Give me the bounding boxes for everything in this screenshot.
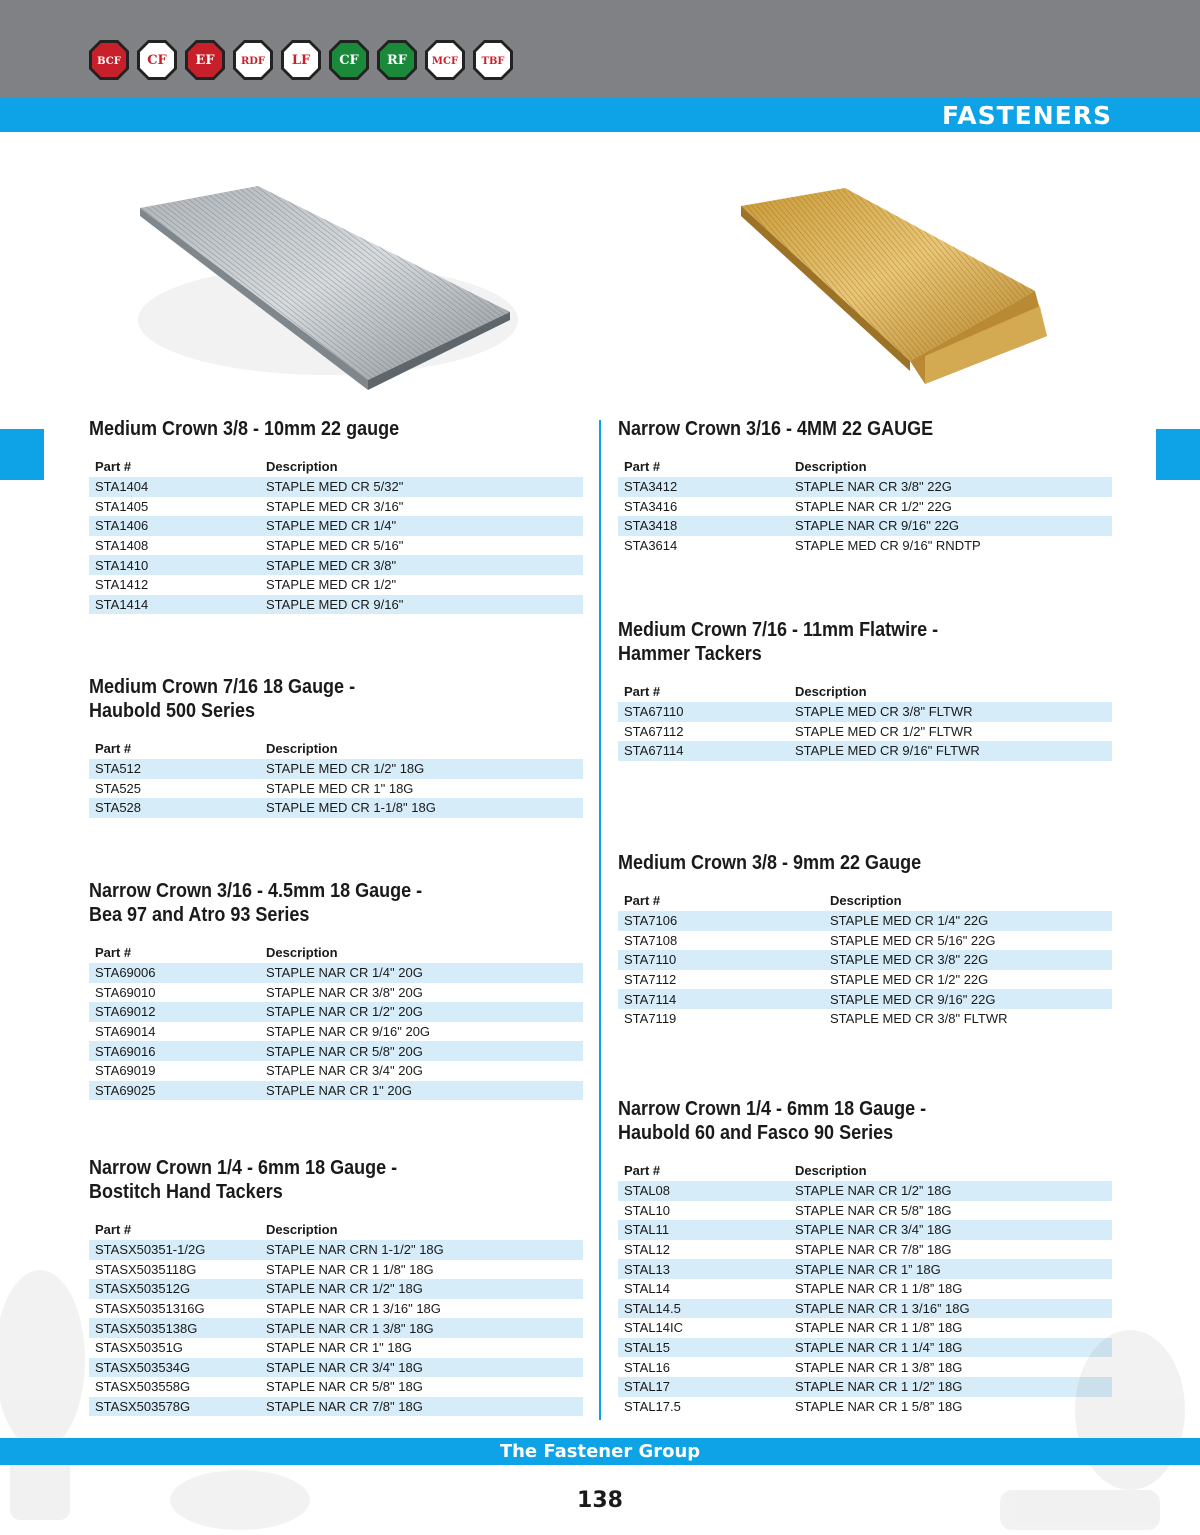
company-name: The Fastener Group (499, 1441, 701, 1462)
table-row (618, 1220, 1112, 1240)
brand-logo-tbf (472, 39, 514, 81)
description-cell: STAPLE MED CR 3/16" (266, 498, 404, 514)
brand-logo-cf (136, 39, 178, 81)
description-cell: STAPLE NAR CR 1 1/8” 18G (795, 1320, 963, 1336)
table-row (89, 1002, 583, 1022)
table-row (89, 1377, 583, 1397)
brand-logo-cf (328, 39, 370, 81)
table-row (89, 1022, 583, 1042)
table-row (618, 1377, 1112, 1397)
table-header (89, 1218, 583, 1240)
section-title: Medium Crown 7/16 - 11mm Flatwire - Hammer Tackers (618, 619, 939, 665)
section-medium-crown-9mm (618, 851, 1112, 1029)
part-number-cell: STA1404 (95, 479, 149, 495)
table-row (89, 595, 583, 615)
description-cell: STAPLE MED CR 1/4" 22G (830, 913, 989, 929)
svg-text:BCF: BCF (97, 56, 121, 67)
table-row (89, 1061, 583, 1081)
description-cell: STAPLE NAR CR 3/4” 18G (795, 1222, 952, 1238)
table-row (618, 516, 1112, 536)
description-cell: STAPLE MED CR 3/8" FLTWR (830, 1011, 1008, 1027)
description-cell: STAPLE NAR CR 5/8" 20G (266, 1043, 423, 1059)
part-number-cell: STA67112 (624, 723, 684, 739)
part-number-cell: STA1405 (95, 498, 149, 514)
brand-logo-rf (376, 39, 418, 81)
part-number-cell: STA7112 (624, 972, 677, 988)
description-cell: STAPLE NAR CR 9/16" 22G (795, 518, 960, 534)
description-header: Description (266, 1221, 338, 1237)
part-number-cell: STASX503512G (95, 1281, 191, 1297)
part-number-cell: STASX503558G (95, 1379, 191, 1395)
table-header (618, 1159, 1112, 1181)
description-cell: STAPLE MED CR 3/8" (266, 557, 397, 573)
description-header: Description (795, 1162, 867, 1178)
table-row (89, 759, 583, 779)
description-cell: STAPLE MED CR 1/2" 22G (830, 972, 989, 988)
table-row (618, 989, 1112, 1009)
description-cell: STAPLE MED CR 9/16" 22G (830, 991, 996, 1007)
description-header: Description (795, 683, 867, 699)
description-cell: STAPLE MED CR 1" 18G (266, 780, 414, 796)
description-cell: STAPLE NAR CR 1/2" 18G (266, 1281, 423, 1297)
part-number-cell: STA69019 (95, 1063, 156, 1079)
table-row (89, 1260, 583, 1280)
part-number-cell: STASX5035118G (95, 1261, 197, 1277)
parts-table (618, 1159, 1112, 1416)
part-number-cell: STAL14IC (624, 1320, 684, 1336)
section-title: Narrow Crown 3/16 - 4.5mm 18 Gauge - Bea 97 and Atro 93 Series (89, 880, 423, 926)
table-row (618, 1240, 1112, 1260)
part-number-cell: STAL14 (624, 1281, 671, 1297)
table-row (89, 779, 583, 799)
description-cell: STAPLE MED CR 3/8" 22G (830, 952, 989, 968)
part-number-cell: STAL08 (624, 1183, 671, 1199)
svg-text:MCF: MCF (431, 56, 459, 67)
part-number-cell: STA69014 (95, 1024, 156, 1040)
column-divider (599, 420, 601, 1420)
description-header: Description (795, 458, 867, 474)
description-cell: STAPLE NAR CR 1" 20G (266, 1082, 412, 1098)
brand-logo-ef (184, 39, 226, 81)
brand-logo-mcf (424, 39, 466, 81)
part-number-cell: STA67114 (624, 743, 684, 759)
part-number-cell: STAL13 (624, 1261, 671, 1277)
description-cell: STAPLE NAR CR 7/8" 18G (266, 1399, 423, 1415)
top-gray-bar (0, 0, 1200, 98)
part-number-cell: STA528 (95, 800, 142, 816)
table-row (89, 477, 583, 497)
table-row (89, 1279, 583, 1299)
description-cell: STAPLE NAR CR 1 1/8” 18G (795, 1281, 963, 1297)
description-cell: STAPLE MED CR 3/8" FLTWR (795, 704, 973, 720)
part-number-cell: STAL15 (624, 1340, 671, 1356)
parts-table (89, 941, 583, 1100)
description-cell: STAPLE NAR CR 1/2" 22G (795, 498, 952, 514)
parts-table (89, 455, 583, 614)
table-row (618, 497, 1112, 517)
part-number-cell: STASX50351G (95, 1340, 183, 1356)
description-cell: STAPLE MED CR 1/2" (266, 577, 397, 593)
description-cell: STAPLE NAR CR 3/4" 18G (266, 1359, 423, 1375)
part-number-cell: STASX503534G (95, 1359, 191, 1375)
table-header (89, 941, 583, 963)
part-number-header: Part # (624, 1162, 661, 1178)
table-row (89, 1358, 583, 1378)
description-cell: STAPLE NAR CR 1 1/2” 18G (795, 1379, 963, 1395)
right-page-tab (1156, 429, 1200, 480)
part-number-header: Part # (624, 683, 661, 699)
table-row (618, 1299, 1112, 1319)
table-header (618, 680, 1112, 702)
title-bar (0, 98, 1200, 132)
table-row (89, 1041, 583, 1061)
description-cell: STAPLE NAR CR 1 5/8” 18G (795, 1398, 963, 1414)
table-row (618, 702, 1112, 722)
description-cell: STAPLE NAR CR 3/8" 20G (266, 984, 423, 1000)
description-cell: STAPLE NAR CR 1/2" 20G (266, 1004, 423, 1020)
part-number-cell: STA69025 (95, 1082, 156, 1098)
section-title: Medium Crown 7/16 18 Gauge - Haubold 500 Series (89, 676, 356, 722)
description-cell: STAPLE NAR CR 1 3/8” 18G (795, 1359, 963, 1375)
section-narrow-crown-4mm (618, 417, 1112, 555)
table-row (618, 950, 1112, 970)
table-row (618, 1397, 1112, 1417)
svg-text:EF: EF (195, 53, 215, 68)
part-number-cell: STA525 (95, 780, 142, 796)
part-number-cell: STA69006 (95, 965, 156, 981)
table-row (618, 722, 1112, 742)
description-cell: STAPLE MED CR 9/16" FLTWR (795, 743, 980, 759)
part-number-cell: STAL12 (624, 1242, 671, 1258)
table-row (618, 1318, 1112, 1338)
description-cell: STAPLE NAR CR 1” 18G (795, 1261, 941, 1277)
part-number-cell: STA1412 (95, 577, 149, 593)
svg-text:CF: CF (339, 53, 359, 68)
part-number-cell: STA69016 (95, 1043, 156, 1059)
table-row (618, 911, 1112, 931)
description-cell: STAPLE MED CR 1-1/8" 18G (266, 800, 436, 816)
table-row (618, 477, 1112, 497)
page-title: FASTENERS (942, 101, 1112, 130)
part-number-cell: STA3416 (624, 498, 678, 514)
section-medium-crown-10mm (89, 417, 583, 614)
part-number-cell: STA69012 (95, 1004, 156, 1020)
description-cell: STAPLE NAR CR 3/4" 20G (266, 1063, 423, 1079)
brand-logo-lf (280, 39, 322, 81)
part-number-cell: STA7110 (624, 952, 677, 968)
description-cell: STAPLE MED CR 5/16" (266, 538, 404, 554)
table-row (618, 970, 1112, 990)
part-number-header: Part # (95, 740, 132, 756)
part-number-cell: STASX503578G (95, 1399, 191, 1415)
part-number-cell: STA67110 (624, 704, 684, 720)
part-number-cell: STA69010 (95, 984, 156, 1000)
table-header (89, 455, 583, 477)
description-cell: STAPLE NAR CR 1/4" 20G (266, 965, 423, 981)
svg-text:RF: RF (386, 53, 408, 68)
description-cell: STAPLE MED CR 1/2" FLTWR (795, 723, 973, 739)
description-cell: STAPLE NAR CR 9/16" 20G (266, 1024, 431, 1040)
table-row (89, 1299, 583, 1319)
part-number-header: Part # (624, 458, 661, 474)
table-row (89, 497, 583, 517)
table-row (89, 516, 583, 536)
table-row (89, 798, 583, 818)
table-row (89, 983, 583, 1003)
table-row (89, 1397, 583, 1417)
gold-staple-strip-image (735, 186, 1055, 386)
section-medium-crown-flatwire (618, 618, 1112, 761)
svg-text:LF: LF (291, 53, 311, 68)
part-number-header: Part # (95, 944, 132, 960)
part-number-cell: STA7119 (624, 1011, 677, 1027)
table-row (618, 1338, 1112, 1358)
part-number-cell: STAL17.5 (624, 1398, 681, 1414)
table-row (618, 1009, 1112, 1029)
part-number-cell: STA1408 (95, 538, 149, 554)
description-cell: STAPLE MED CR 5/16" 22G (830, 932, 996, 948)
part-number-cell: STA3614 (624, 538, 678, 554)
parts-table (618, 889, 1112, 1029)
description-cell: STAPLE NAR CR 5/8" 18G (266, 1379, 423, 1395)
description-cell: STAPLE NAR CR 1/2” 18G (795, 1183, 952, 1199)
part-number-cell: STAL10 (624, 1202, 671, 1218)
part-number-cell: STA1414 (95, 596, 149, 612)
description-header: Description (266, 740, 338, 756)
table-row (89, 555, 583, 575)
description-cell: STAPLE MED CR 5/32" (266, 479, 404, 495)
part-number-cell: STA3412 (624, 479, 678, 495)
parts-table (618, 455, 1112, 555)
part-number-cell: STA1410 (95, 557, 149, 573)
parts-table (89, 737, 583, 818)
left-page-tab (0, 429, 44, 480)
section-narrow-crown-haubold-fasco (618, 1097, 1112, 1416)
description-cell: STAPLE NAR CR 1 1/8" 18G (266, 1261, 434, 1277)
part-number-cell: STA3418 (624, 518, 678, 534)
brand-logos (88, 39, 514, 81)
description-cell: STAPLE NAR CR 3/8" 22G (795, 479, 952, 495)
silver-staple-strip-image (118, 180, 518, 395)
description-cell: STAPLE NAR CR 7/8” 18G (795, 1242, 952, 1258)
description-header: Description (830, 892, 902, 908)
svg-text:RDF: RDF (240, 56, 266, 67)
part-number-header: Part # (624, 892, 661, 908)
table-row (89, 536, 583, 556)
table-row (89, 575, 583, 595)
table-row (618, 1357, 1112, 1377)
table-row (618, 1201, 1112, 1221)
part-number-cell: STA7108 (624, 932, 678, 948)
section-medium-crown-haubold-500 (89, 675, 583, 818)
description-cell: STAPLE NAR CR 1 3/16" 18G (266, 1301, 441, 1317)
parts-table (618, 680, 1112, 761)
description-cell: STAPLE NAR CR 1" 18G (266, 1340, 412, 1356)
description-cell: STAPLE MED CR 1/2" 18G (266, 761, 425, 777)
table-row (89, 963, 583, 983)
section-title: Narrow Crown 1/4 - 6mm 18 Gauge - Bostitch Hand Tackers (89, 1157, 398, 1203)
page-number: 138 (577, 1488, 623, 1513)
section-title: Medium Crown 3/8 - 10mm 22 gauge (89, 418, 400, 440)
table-row (618, 1181, 1112, 1201)
part-number-cell: STASX5035138G (95, 1320, 198, 1336)
description-cell: STAPLE NAR CR 5/8” 18G (795, 1202, 952, 1218)
part-number-header: Part # (95, 1221, 132, 1237)
table-row (618, 931, 1112, 951)
parts-table (89, 1218, 583, 1416)
description-header: Description (266, 458, 338, 474)
part-number-cell: STAL11 (624, 1222, 670, 1238)
part-number-cell: STA512 (95, 761, 142, 777)
part-number-cell: STAL17 (624, 1379, 671, 1395)
table-row (618, 1279, 1112, 1299)
table-header (89, 737, 583, 759)
table-header (618, 455, 1112, 477)
svg-text:TBF: TBF (481, 56, 505, 67)
section-title: Narrow Crown 1/4 - 6mm 18 Gauge - Haubold 60 and Fasco 90 Series (618, 1098, 927, 1144)
part-number-cell: STASX50351316G (95, 1301, 205, 1317)
part-number-cell: STA7106 (624, 913, 678, 929)
part-number-cell: STA1406 (95, 518, 149, 534)
brand-logo-bcf (88, 39, 130, 81)
description-cell: STAPLE MED CR 9/16" (266, 596, 404, 612)
table-header (618, 889, 1112, 911)
table-row (89, 1240, 583, 1260)
brand-logo-rdf (232, 39, 274, 81)
table-row (618, 1259, 1112, 1279)
description-cell: STAPLE MED CR 9/16" RNDTP (795, 538, 981, 554)
description-cell: STAPLE NAR CR 1 3/8" 18G (266, 1320, 434, 1336)
table-row (618, 741, 1112, 761)
footer-bar (0, 1438, 1200, 1465)
description-header: Description (266, 944, 338, 960)
description-cell: STAPLE NAR CR 1 1/4” 18G (795, 1340, 963, 1356)
part-number-header: Part # (95, 458, 132, 474)
svg-text:CF: CF (147, 53, 167, 68)
description-cell: STAPLE MED CR 1/4" (266, 518, 397, 534)
section-title: Medium Crown 3/8 - 9mm 22 Gauge (618, 852, 922, 874)
description-cell: STAPLE NAR CR 1 3/16” 18G (795, 1300, 970, 1316)
table-row (89, 1081, 583, 1101)
section-title: Narrow Crown 3/16 - 4MM 22 GAUGE (618, 418, 934, 440)
description-cell: STAPLE NAR CRN 1-1/2" 18G (266, 1242, 444, 1258)
part-number-cell: STA7114 (624, 991, 677, 1007)
part-number-cell: STASX50351-1/2G (95, 1242, 206, 1258)
table-row (618, 536, 1112, 556)
table-row (89, 1338, 583, 1358)
section-narrow-crown-bostitch (89, 1156, 583, 1416)
section-narrow-crown-bea-atro (89, 879, 583, 1100)
table-row (89, 1318, 583, 1338)
part-number-cell: STAL14.5 (624, 1300, 681, 1316)
part-number-cell: STAL16 (624, 1359, 671, 1375)
